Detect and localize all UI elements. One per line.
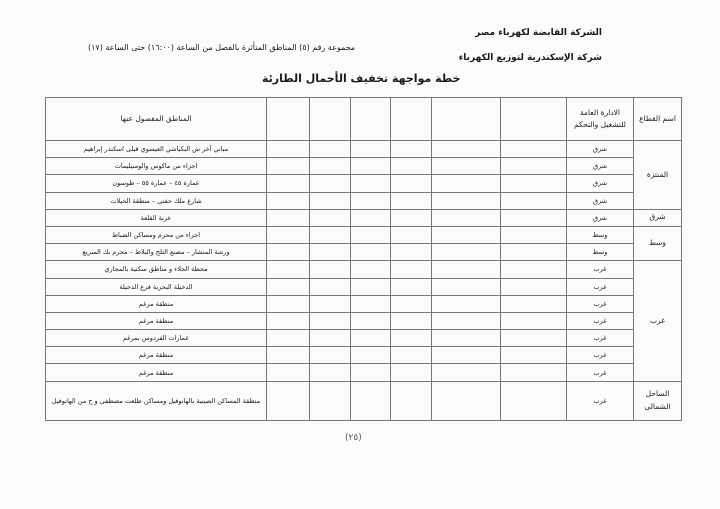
empty-cell (501, 364, 567, 381)
area-cell: منطقة مرغم (46, 295, 267, 312)
empty-cell (501, 330, 567, 347)
area-cell: شارع ملك حفنى – منطقة الخيلات (46, 192, 267, 209)
empty-cell (310, 192, 351, 209)
empty-cell (267, 364, 310, 381)
empty-cell (391, 226, 432, 243)
empty-cell (391, 347, 432, 364)
empty-cell (310, 364, 351, 381)
empty-cell (391, 244, 432, 261)
empty-cell (391, 209, 432, 226)
empty-cell (432, 312, 501, 329)
empty-cell (391, 175, 432, 192)
admin-cell: وسط (567, 226, 634, 243)
empty-cell (267, 175, 310, 192)
admin-cell: غرب (567, 261, 634, 278)
admin-cell: غرب (567, 278, 634, 295)
empty-cell (432, 209, 501, 226)
empty-cell (310, 261, 351, 278)
empty-cell (310, 244, 351, 261)
empty-cell (351, 330, 391, 347)
header-empty (501, 98, 567, 141)
empty-cell (351, 312, 391, 329)
empty-cell (351, 364, 391, 381)
document-title: خطة مواجهة تخفيف الأحمال الطارئة (262, 72, 461, 85)
empty-cell (310, 158, 351, 175)
empty-cell (432, 192, 501, 209)
empty-cell (351, 175, 391, 192)
area-cell: محطة الجلاء و مناطق سكنية بالمجاري (46, 261, 267, 278)
empty-cell (310, 295, 351, 312)
empty-cell (267, 158, 310, 175)
area-cell: ورشة المنشار – مصنع الثلج والبلاط – محرم بك السريع (46, 244, 267, 261)
table-row (46, 347, 682, 364)
empty-cell (310, 312, 351, 329)
area-cell: عزبة القلعة (46, 209, 267, 226)
area-cell: اجزاء من ماكوس والومنيليمات (46, 158, 267, 175)
empty-cell (501, 312, 567, 329)
empty-cell (501, 244, 567, 261)
table-row (46, 364, 682, 381)
empty-cell (267, 192, 310, 209)
empty-cell (432, 278, 501, 295)
parent-company-name: الشركة القابضة لكهرباء مصر (475, 28, 602, 38)
empty-cell (310, 175, 351, 192)
header-empty (391, 98, 432, 141)
empty-cell (391, 364, 432, 381)
empty-cell (501, 141, 567, 158)
empty-cell (310, 347, 351, 364)
area-cell: عمارة ٤٥ – عمارة ٥٥ – طوسون (46, 175, 267, 192)
empty-cell (432, 226, 501, 243)
empty-cell (432, 330, 501, 347)
empty-cell (310, 141, 351, 158)
empty-cell (432, 175, 501, 192)
group-schedule-line: مجموعة رقم (٥) المناطق المتأثرة بالفصل من الساعة (١٦:٠٠) حتى الساعة (١٧) (88, 43, 356, 52)
admin-cell: غرب (567, 312, 634, 329)
table-row (46, 226, 682, 243)
admin-cell: شرق (567, 141, 634, 158)
empty-cell (351, 347, 391, 364)
admin-cell: غرب (567, 381, 634, 420)
empty-cell (432, 141, 501, 158)
table-row (46, 278, 682, 295)
sub-company-name: شركة الإسكندرية لتوزيع الكهرباء (458, 53, 602, 63)
admin-cell: شرق (567, 158, 634, 175)
empty-cell (501, 381, 567, 420)
empty-cell (432, 261, 501, 278)
area-cell: عمارات الفردوس بمرغم (46, 330, 267, 347)
empty-cell (351, 381, 391, 420)
empty-cell (391, 330, 432, 347)
empty-cell (351, 209, 391, 226)
table-row (46, 330, 682, 347)
header-empty (351, 98, 391, 141)
header-empty (267, 98, 310, 141)
header-empty (432, 98, 501, 141)
empty-cell (267, 226, 310, 243)
area-cell: منطقة مرغم (46, 364, 267, 381)
table-row (46, 192, 682, 209)
table-row (46, 141, 682, 158)
empty-cell (432, 295, 501, 312)
admin-cell: وسط (567, 244, 634, 261)
empty-cell (351, 192, 391, 209)
empty-cell (432, 364, 501, 381)
empty-cell (267, 295, 310, 312)
sector-name: الساحل الشمالى (634, 381, 682, 420)
admin-cell: غرب (567, 330, 634, 347)
empty-cell (310, 330, 351, 347)
empty-cell (310, 278, 351, 295)
empty-cell (267, 244, 310, 261)
admin-cell: شرق (567, 209, 634, 226)
area-cell: منطقة مرغم (46, 312, 267, 329)
empty-cell (391, 158, 432, 175)
empty-cell (391, 278, 432, 295)
header-areas: المناطق المفصول عنها (46, 98, 267, 141)
empty-cell (501, 278, 567, 295)
empty-cell (391, 141, 432, 158)
empty-cell (351, 295, 391, 312)
empty-cell (310, 209, 351, 226)
empty-cell (432, 347, 501, 364)
sector-name: المنتزة (634, 141, 682, 210)
header-empty (310, 98, 351, 141)
sector-name: غرب (634, 261, 682, 381)
admin-cell: غرب (567, 364, 634, 381)
empty-cell (391, 312, 432, 329)
empty-cell (267, 278, 310, 295)
empty-cell (267, 312, 310, 329)
empty-cell (351, 226, 391, 243)
empty-cell (501, 209, 567, 226)
header-admin: الادارة العامة للتشغيل والتحكم (567, 98, 634, 141)
empty-cell (432, 244, 501, 261)
admin-cell: شرق (567, 192, 634, 209)
empty-cell (351, 141, 391, 158)
empty-cell (267, 381, 310, 420)
empty-cell (267, 261, 310, 278)
table-row (46, 175, 682, 192)
table-row (46, 209, 682, 226)
table-row (46, 381, 682, 420)
empty-cell (391, 261, 432, 278)
sector-name: وسط (634, 226, 682, 260)
area-cell: اجزاء من محرم ومساكن الضباط (46, 226, 267, 243)
empty-cell (267, 141, 310, 158)
sector-name: شرق (634, 209, 682, 226)
table-row (46, 312, 682, 329)
empty-cell (351, 278, 391, 295)
empty-cell (501, 295, 567, 312)
load-shedding-table (45, 97, 682, 421)
table-row (46, 295, 682, 312)
empty-cell (432, 158, 501, 175)
empty-cell (391, 295, 432, 312)
empty-cell (267, 347, 310, 364)
admin-cell: غرب (567, 295, 634, 312)
empty-cell (501, 261, 567, 278)
empty-cell (501, 347, 567, 364)
area-cell: مباني آخر ش البكباشي العيسوي قبلى اسكندر إبراهيم (46, 141, 267, 158)
empty-cell (501, 158, 567, 175)
table-row (46, 158, 682, 175)
header-sector: اسم القطاع (634, 98, 682, 141)
empty-cell (310, 226, 351, 243)
empty-cell (501, 175, 567, 192)
area-cell: منطقة مرغم (46, 347, 267, 364)
table-row (46, 244, 682, 261)
page-number: (٢٥) (345, 433, 362, 443)
empty-cell (391, 381, 432, 420)
empty-cell (310, 381, 351, 420)
admin-cell: غرب (567, 347, 634, 364)
empty-cell (267, 209, 310, 226)
empty-cell (351, 158, 391, 175)
empty-cell (501, 226, 567, 243)
empty-cell (432, 381, 501, 420)
empty-cell (267, 330, 310, 347)
area-cell: الدخيلة البحرية فرع الدخيلة (46, 278, 267, 295)
area-cell: منطقة المساكن الصينية بالهانوفيل ومساكن طلعت مصطفى و ح من الهانوفيل (46, 381, 267, 420)
empty-cell (351, 244, 391, 261)
table-row (46, 261, 682, 278)
empty-cell (351, 261, 391, 278)
empty-cell (501, 192, 567, 209)
empty-cell (391, 192, 432, 209)
admin-cell: شرق (567, 175, 634, 192)
